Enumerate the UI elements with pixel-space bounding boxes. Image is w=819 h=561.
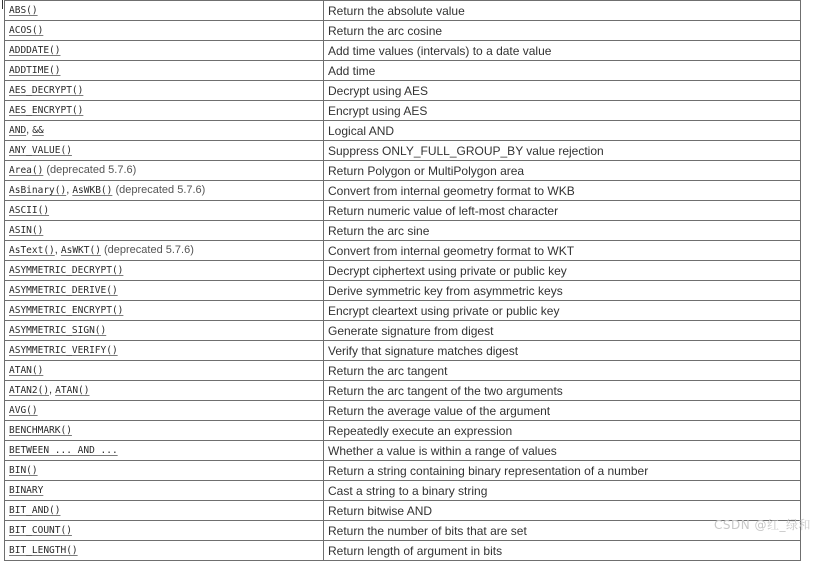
function-name-link[interactable]: Area() (9, 165, 44, 176)
function-description: Whether a value is within a range of values (324, 441, 801, 461)
function-name-link[interactable]: ASIN() (9, 225, 44, 236)
function-description: Repeatedly execute an expression (324, 421, 801, 441)
table-row (5, 41, 801, 61)
function-description: Return the absolute value (324, 1, 801, 21)
function-name-link[interactable]: ADDTIME() (9, 65, 61, 76)
function-name-cell (5, 141, 324, 161)
table-row (5, 421, 801, 441)
function-name-link[interactable]: AES_DECRYPT() (9, 85, 84, 96)
function-name-link[interactable]: ACOS() (9, 25, 44, 36)
function-description: Decrypt using AES (324, 81, 801, 101)
function-name-cell (5, 61, 324, 81)
table-row (5, 541, 801, 561)
function-name-cell (5, 301, 324, 321)
table-row (5, 1, 801, 21)
function-name-link[interactable]: AES_ENCRYPT() (9, 105, 84, 116)
table-row (5, 121, 801, 141)
function-name-cell (5, 1, 324, 21)
function-name-link[interactable]: ASYMMETRIC_ENCRYPT() (9, 305, 124, 316)
deprecation-note: (deprecated 5.7.6) (104, 244, 194, 256)
function-description: Convert from internal geometry format to WKB (324, 181, 801, 201)
deprecation-note: (deprecated 5.7.6) (115, 184, 206, 196)
function-name-link[interactable]: AsWKT() (60, 245, 101, 256)
function-name-cell (5, 361, 324, 381)
function-description: Return bitwise AND (324, 501, 801, 521)
function-name-cell (5, 281, 324, 301)
function-description: Cast a string to a binary string (324, 481, 801, 501)
function-name-cell (5, 461, 324, 481)
table-row (5, 501, 801, 521)
table-row (5, 141, 801, 161)
function-name-cell (5, 541, 324, 561)
function-name-cell (5, 101, 324, 121)
function-description: Generate signature from digest (324, 321, 801, 341)
function-description: Return length of argument in bits (324, 541, 801, 561)
table-row (5, 381, 801, 401)
function-description: Return numeric value of left-most character (324, 201, 801, 221)
name-separator: , (26, 124, 33, 136)
function-name-link[interactable]: ASYMMETRIC_DERIVE() (9, 285, 118, 296)
deprecation-note: (deprecated 5.7.6) (46, 164, 137, 176)
function-name-link[interactable]: AsText() (9, 245, 55, 256)
function-name-link[interactable]: AsBinary() (9, 185, 67, 196)
function-description: Return the arc sine (324, 221, 801, 241)
function-table (4, 0, 801, 561)
function-description: Suppress ONLY_FULL_GROUP_BY value rejection (324, 141, 801, 161)
table-row (5, 481, 801, 501)
name-separator: , (49, 384, 56, 396)
function-name-link[interactable]: ADDDATE() (9, 45, 61, 56)
function-description: Logical AND (324, 121, 801, 141)
function-name-link[interactable]: ASYMMETRIC_VERIFY() (9, 345, 118, 356)
watermark: CSDN @红_绿和 (713, 518, 811, 532)
function-name-link[interactable]: ANY_VALUE() (9, 145, 72, 156)
table-row (5, 401, 801, 421)
function-name-link[interactable]: BENCHMARK() (9, 425, 72, 436)
function-description: Return the arc cosine (324, 21, 801, 41)
function-name-cell (5, 201, 324, 221)
function-name-link[interactable]: BETWEEN ... AND ... (9, 445, 118, 456)
function-name-cell (5, 81, 324, 101)
function-name-cell (5, 341, 324, 361)
table-row (5, 361, 801, 381)
text-cursor (2, 0, 3, 9)
function-name-link[interactable]: ATAN() (9, 365, 44, 376)
table-row (5, 61, 801, 81)
function-description: Return a string containing binary representation of a number (324, 461, 801, 481)
function-description: Add time values (intervals) to a date value (324, 41, 801, 61)
table-row (5, 241, 801, 261)
function-description: Decrypt ciphertext using private or public key (324, 261, 801, 281)
function-name-cell (5, 521, 324, 541)
function-description: Return Polygon or MultiPolygon area (324, 161, 801, 181)
function-name-link[interactable]: ASYMMETRIC_DECRYPT() (9, 265, 124, 276)
function-name-cell (5, 441, 324, 461)
table-row (5, 441, 801, 461)
function-name-link[interactable]: ASCII() (9, 205, 50, 216)
function-description: Derive symmetric key from asymmetric keys (324, 281, 801, 301)
table-row (5, 201, 801, 221)
function-name-link[interactable]: ABS() (9, 5, 38, 16)
function-description: Return the arc tangent of the two arguments (324, 381, 801, 401)
table-row (5, 281, 801, 301)
function-name-cell (5, 421, 324, 441)
function-name-link[interactable]: BINARY (9, 485, 44, 496)
function-description: Encrypt cleartext using private or public key (324, 301, 801, 321)
function-table-body (5, 1, 801, 561)
table-row (5, 321, 801, 341)
function-name-cell (5, 181, 324, 201)
function-name-link[interactable]: ATAN() (55, 385, 90, 396)
table-row (5, 21, 801, 41)
function-name-cell (5, 481, 324, 501)
function-name-cell (5, 501, 324, 521)
table-row (5, 161, 801, 181)
function-description: Verify that signature matches digest (324, 341, 801, 361)
function-name-link[interactable]: BIT_AND() (9, 505, 61, 516)
name-separator: , (54, 244, 61, 256)
function-name-cell (5, 381, 324, 401)
function-name-cell (5, 261, 324, 281)
table-row (5, 521, 801, 541)
function-name-cell (5, 321, 324, 341)
function-description: Return the number of bits that are set (324, 521, 801, 541)
function-name-link[interactable]: BIT_LENGTH() (9, 545, 78, 556)
function-name-cell (5, 41, 324, 61)
function-name-link[interactable]: && (32, 125, 44, 136)
table-row (5, 181, 801, 201)
function-name-cell (5, 121, 324, 141)
function-name-link[interactable]: ASYMMETRIC_SIGN() (9, 325, 107, 336)
function-name-link[interactable]: AsWKB() (72, 185, 113, 196)
function-name-cell (5, 161, 324, 181)
function-name-cell (5, 241, 324, 261)
function-description: Add time (324, 61, 801, 81)
table-row (5, 461, 801, 481)
table-row (5, 301, 801, 321)
name-separator: , (66, 184, 73, 196)
function-name-link[interactable]: BIT_COUNT() (9, 525, 72, 536)
function-name-cell (5, 401, 324, 421)
function-name-cell (5, 21, 324, 41)
function-name-link[interactable]: BIN() (9, 465, 38, 476)
table-row (5, 101, 801, 121)
function-description: Return the arc tangent (324, 361, 801, 381)
function-description: Return the average value of the argument (324, 401, 801, 421)
table-row (5, 341, 801, 361)
table-row (5, 81, 801, 101)
function-description: Encrypt using AES (324, 101, 801, 121)
table-row (5, 221, 801, 241)
function-name-cell (5, 221, 324, 241)
function-description: Convert from internal geometry format to WKT (324, 241, 801, 261)
function-name-link[interactable]: AND (9, 125, 27, 136)
function-name-link[interactable]: ATAN2() (9, 385, 50, 396)
table-row (5, 261, 801, 281)
function-name-link[interactable]: AVG() (9, 405, 38, 416)
